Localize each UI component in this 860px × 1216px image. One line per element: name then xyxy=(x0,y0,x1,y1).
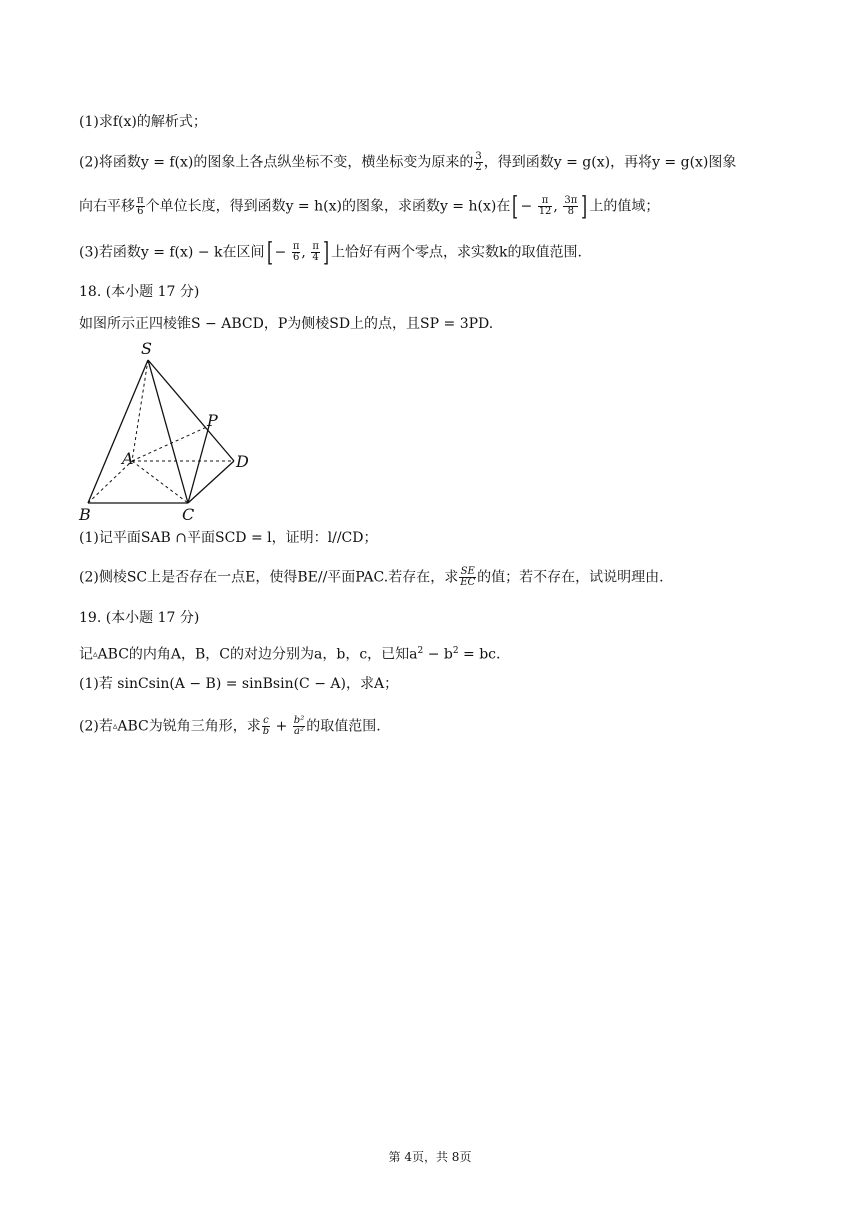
label-C: C xyxy=(182,505,195,524)
fraction: $\frac{3\pi}{8}$ xyxy=(564,195,578,217)
fraction: $\frac{SE}{EC}$ xyxy=(460,566,476,588)
fraction: $\frac{\text{b²}}{\text{a²}}$ xyxy=(293,715,305,737)
q18-stem: 如图所示正四棱锥S − ABCD，P为侧棱SD上的点，且SP = 3PD. xyxy=(79,316,494,332)
segment-PC xyxy=(188,426,209,503)
q17-part2: (2)将函数y = f(x)的图象上各点纵坐标不变，横坐标变为原来的 $\frac{3}{2}$ ，得到函数y = g(x)，再将y = g(x)图象 xyxy=(79,151,737,173)
q17-part1: (1)求f(x)的解析式； xyxy=(79,114,207,130)
label-S: S xyxy=(141,340,152,358)
label-P: P xyxy=(207,411,218,430)
edge-SC xyxy=(148,360,188,503)
q18-part2: (2)侧棱SC上是否存在一点E，使得BE//平面PAC.若存在，求 $\frac{SE}{EC}$ 的值；若不存在，试说明理由. xyxy=(79,566,664,588)
label-D: D xyxy=(236,452,249,471)
q19-stem: 记▵ABC的内角A，B，C的对边分别为a，b，c，已知$a^2 - b^2$ = bc. xyxy=(79,646,501,663)
q17-part3: (3)若函数y = f(x) − k在区间[ − $\frac{\pi}{6}$ , $\frac{\pi}{4}$ ] 上恰好有两个零点，求实数k的取值范围. xyxy=(79,237,582,268)
q19-part2: (2)若▵ABC为锐角三角形，求 $\frac{c}{b}$ + $\frac{\text{b²}}{\text{a²}}$ 的取值范围. xyxy=(79,715,381,737)
page-footer: 第 4页，共 8页 xyxy=(388,1150,472,1164)
fraction: $\frac{\pi}{12}$ xyxy=(538,195,552,217)
pyramid-figure xyxy=(76,340,266,525)
edge-CD xyxy=(188,461,234,503)
diagonal-AC xyxy=(132,461,188,503)
q19-part1: (1)若 sinCsin(A − B) = sinBsin(C − A)，求A； xyxy=(79,676,399,692)
q19-header: 19. (本小题 17 分) xyxy=(79,610,200,626)
segment-AP xyxy=(132,426,209,461)
fraction: $\frac{\pi}{6}$ xyxy=(137,195,144,217)
q18-part1: (1)记平面SAB ∩平面SCD = l，证明：l//CD； xyxy=(79,530,378,546)
edge-SD xyxy=(148,360,234,461)
q17-part2-continued: 向右平移 $\frac{\pi}{6}$ 个单位长度，得到函数y = h(x)的图象，求函数y = h(x)在[ − $\frac{\pi}{12}$ , $\frac{3\pi}{8}$ ] 上的值域； xyxy=(79,191,660,222)
label-B: B xyxy=(79,505,91,524)
q18-header: 18. (本小题 17 分) xyxy=(79,284,200,300)
fraction: $\frac{c}{b}$ xyxy=(262,715,270,737)
label-A: A xyxy=(122,449,134,468)
edge-SA xyxy=(132,360,148,461)
fraction: $\frac{\pi}{6}$ xyxy=(292,241,300,263)
fraction: $\frac{3}{2}$ xyxy=(475,151,482,173)
fraction: $\frac{\pi}{4}$ xyxy=(312,241,319,263)
edge-SB xyxy=(88,360,148,503)
